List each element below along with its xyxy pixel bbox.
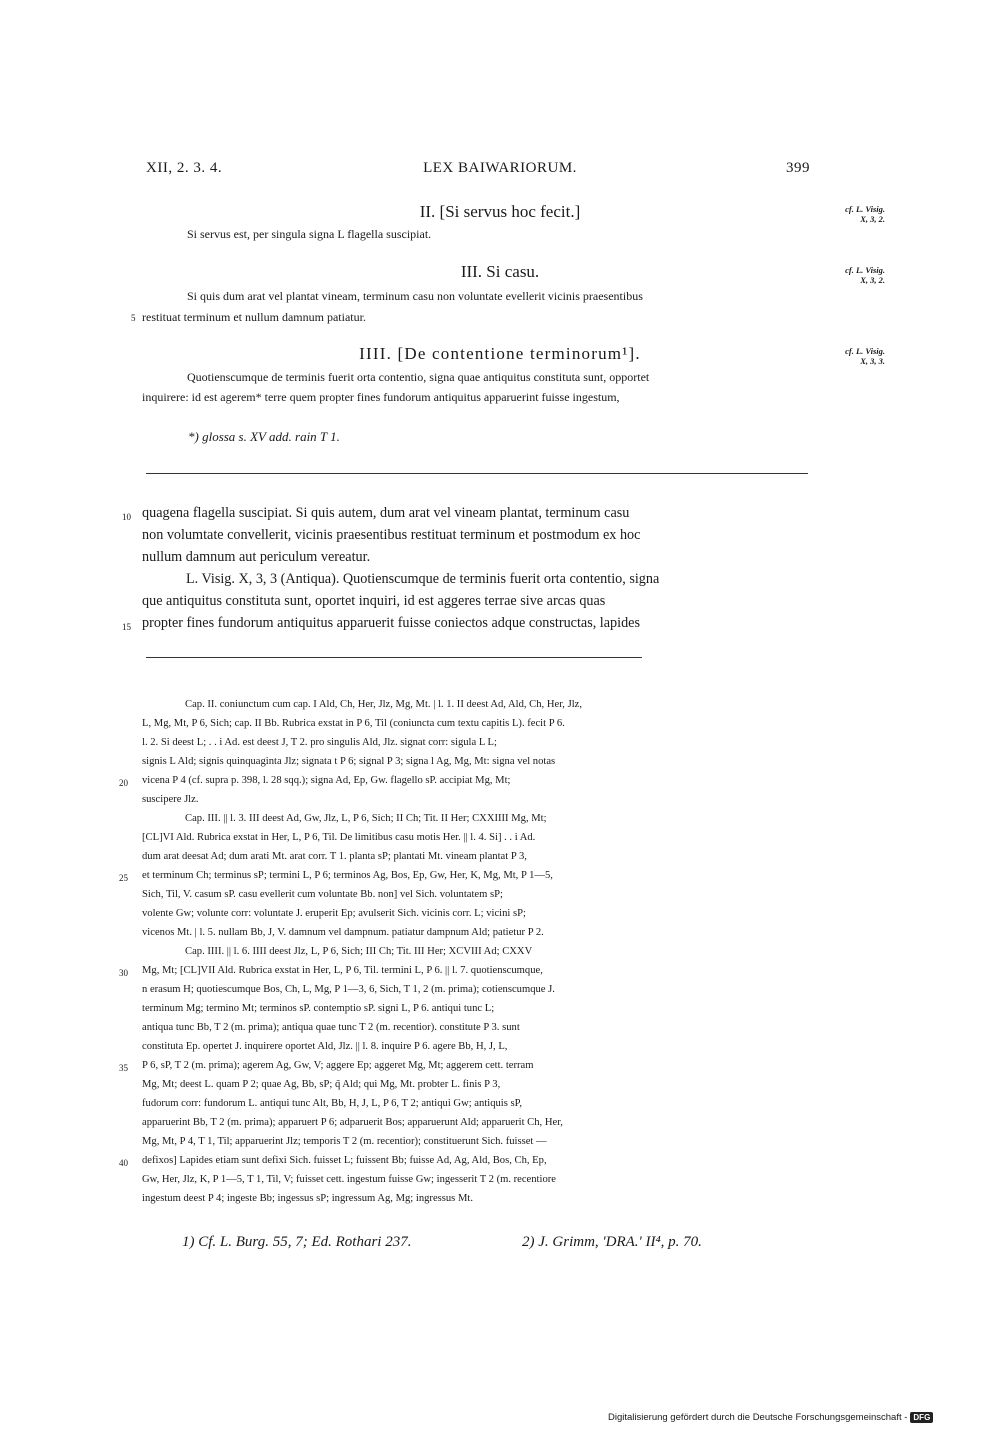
section-title-iiii: IIII. [De contentione terminorum¹]. <box>359 344 641 363</box>
apparatus-line: Mg, Mt; [CL]VII Ald. Rubrica exstat in Her, L, P 6, Til. termini L, P 6. || l. 7. quotienscumque, <box>142 965 543 976</box>
divider-rule <box>146 657 642 658</box>
apparatus-line: fudorum corr: fundorum L. antiqui tunc Alt, Bb, H, J, L, P 6, T 2; antiqui Gw; antiquis sP, <box>142 1098 522 1109</box>
line-number: 35 <box>119 1063 128 1073</box>
line-number: 5 <box>131 313 136 323</box>
apparatus-line: Cap. II. coniunctum cum cap. I Ald, Ch, Her, Jlz, Mg, Mt. | l. 1. II deest Ad, Ald, Ch, Her, Jlz, <box>185 699 583 710</box>
apparatus-line: defixos] Lapides etiam sunt defixi Sich. fuisset L; fuissent Bb; fuisse Ad, Ag, Ald, Bos, Ch, Ep, <box>142 1155 547 1166</box>
second-text-line: nullum damnum aut periculum vereatur. <box>142 549 371 565</box>
apparatus-line: Gw, Her, Jlz, K, P 1—5, T 1, Til, V; fuisset cett. ingestum fuisse Gw; ingesserit T 2 (m. recentiore <box>142 1174 556 1185</box>
second-text-line: non volumtate convellerit, vicinis praesentibus restituat terminum et postmodum ex hoc <box>142 527 641 543</box>
section-iiii-line: Quotienscumque de terminis fuerit orta contentio, signa quae antiquitus constituta sunt, opportet <box>187 370 650 384</box>
footnote-1: 1) Cf. L. Burg. 55, 7; Ed. Rothari 237. <box>182 1234 412 1250</box>
section-iii-line: Si quis dum arat vel plantat vineam, terminum casu non voluntate evellerit vicinis praesentibus <box>187 289 643 303</box>
apparatus-line: vicenos Mt. | l. 5. nullam Bb, J, V. damnum vel dampnum. patiatur dampnum Ald; patietur P 2. <box>142 927 544 938</box>
footnote-2: 2) J. Grimm, 'DRA.' II⁴, p. 70. <box>522 1234 702 1250</box>
margin-ref-iii: cf. L. Visig. X, 3, 2. <box>845 265 885 285</box>
apparatus-line: antiqua tunc Bb, T 2 (m. prima); antiqua quae tunc T 2 (m. recentior). constitute P 3. sunt <box>142 1022 520 1033</box>
apparatus-line: ingestum deest P 4; ingeste Bb; ingessus sP; ingressum Ag, Mg; ingressus Mt. <box>142 1193 473 1204</box>
apparatus-line: l. 2. Si deest L; . . i Ad. est deest J, T 2. pro singulis Ald, Jlz. signat corr: sigula L L; <box>142 737 497 748</box>
apparatus-line: volente Gw; volunte corr: voluntate J. eruperit Ep; avulserit Sich. vicinis corr. L; vicini sP; <box>142 908 526 919</box>
section-title-ii: II. [Si servus hoc fecit.] <box>419 202 581 221</box>
apparatus-line: L, Mg, Mt, P 6, Sich; cap. II Bb. Rubrica exstat in P 6, Til (coniuncta cum textu capitis L). fecit P 6. <box>142 718 565 729</box>
second-text-line: que antiquitus constituta sunt, oportet inquiri, id est aggeres terrae sive arcas quas <box>142 593 606 609</box>
section-ii-line: Si servus est, per singula signa L flagella suscipiat. <box>187 227 432 241</box>
apparatus-line: terminum Mg; termino Mt; terminos sP. contemptio sP. signi L, P 6. antiqui tunc L; <box>142 1003 495 1014</box>
apparatus-line: dum arat deesat Ad; dum arati Mt. arat corr. T 1. planta sP; plantati Mt. vineam plantat P 3, <box>142 851 527 862</box>
star-footnote: *) glossa s. XV add. rain T 1. <box>188 429 340 444</box>
second-text-line: quagena flagella suscipiat. Si quis autem, dum arat vel vineam plantat, terminum casu <box>142 505 630 521</box>
line-number: 25 <box>119 873 128 883</box>
dfg-logo: DFG <box>910 1412 933 1423</box>
second-text-line: propter fines fundorum antiquitus apparuerit fuisse coniectos adque constructas, lapides <box>142 615 640 631</box>
margin-ref-iiii: cf. L. Visig. X, 3, 3. <box>845 346 885 366</box>
running-header-title: LEX BAIWARIORUM. <box>423 160 577 176</box>
apparatus-line: Mg, Mt; deest L. quam P 2; quae Ag, Bb, sP; q̃ Ald; qui Mg, Mt. probter L. finis P 3, <box>142 1079 501 1090</box>
section-iiii-line: inquirere: id est agerem* terre quem propter fines fundorum antiquitus apparuerint fuisse ingestum, <box>142 390 620 404</box>
apparatus-line: P 6, sP, T 2 (m. prima); agerem Ag, Gw, V; aggere Ep; aggeret Mg, Mt; aggerem cett. terram <box>142 1060 534 1071</box>
apparatus-line: suscipere Jlz. <box>142 794 199 805</box>
line-number: 15 <box>122 622 131 632</box>
apparatus-line: signis L Ald; signis quinquaginta Jlz; signata t P 6; signal P 3; signa l Ag, Mg, Mt: signa vel notas <box>142 756 556 767</box>
page-number: 399 <box>786 160 810 176</box>
margin-ref-ii: cf. L. Visig. X, 3, 2. <box>845 204 885 224</box>
divider-rule <box>146 473 808 474</box>
apparatus-line: Sich, Til, V. casum sP. casu evellerit cum voluntate Bb. non] vel Sich. voluntatem sP; <box>142 889 503 900</box>
apparatus-line: vicena P 4 (cf. supra p. 398, l. 28 sqq.); signa Ad, Ep, Gw. flagello sP. accipiat Mg, Mt; <box>142 775 511 786</box>
apparatus-line: [CL]VI Ald. Rubrica exstat in Her, L, P 6, Til. De limitibus casu motis Her. || l. 4. Si] . . i Ad. <box>142 832 536 843</box>
line-number: 30 <box>119 968 128 978</box>
dfg-credit-text: Digitalisierung gefördert durch die Deutsche Forschungsgemeinschaft - <box>608 1412 908 1423</box>
section-iii-line: restituat terminum et nullum damnum patiatur. <box>142 310 366 324</box>
second-text-line: L. Visig. X, 3, 3 (Antiqua). Quotienscumque de terminis fuerit orta contentio, signa <box>186 571 660 587</box>
apparatus-line: apparuerint Bb, T 2 (m. prima); apparuert P 6; adparuerit Bos; apparuerunt Ald; apparuerit Ch, Her, <box>142 1117 563 1128</box>
line-number: 20 <box>119 778 128 788</box>
apparatus-line: constituta Ep. opertet J. inquirere oportet Ald, Jlz. || l. 8. inquire P 6. agere Bb, H, J, L, <box>142 1041 508 1052</box>
section-title-iii: III. Si casu. <box>460 262 540 281</box>
running-header-left: XII, 2. 3. 4. <box>146 160 223 176</box>
apparatus-line: Cap. III. || l. 3. III deest Ad, Gw, Jlz, L, P 6, Sich; II Ch; Tit. II Her; CXXIIII Mg, Mt; <box>185 813 547 824</box>
apparatus-line: Mg, Mt, P 4, T 1, Til; apparuerint Jlz; temporis T 2 (m. recentior); constituerunt Sich. fuisset — <box>142 1136 547 1147</box>
apparatus-line: et terminum Ch; terminus sP; termini L, P 6; terminos Ag, Bos, Ep, Gw, Her, K, Mg, Mt, P 1—5, <box>142 870 553 881</box>
line-number: 40 <box>119 1158 128 1168</box>
dfg-credit <box>608 1412 933 1423</box>
apparatus-line: Cap. IIII. || l. 6. IIII deest Jlz, L, P 6, Sich; III Ch; Tit. III Her; XCVIII Ad; CXXV <box>185 946 533 957</box>
apparatus-line: n erasum H; quotiescumque Bos, Ch, L, Mg, P 1—3, 6, Sich, T 1, 2 (m. prima); cotienscumque J. <box>142 984 555 995</box>
line-number: 10 <box>122 512 131 522</box>
